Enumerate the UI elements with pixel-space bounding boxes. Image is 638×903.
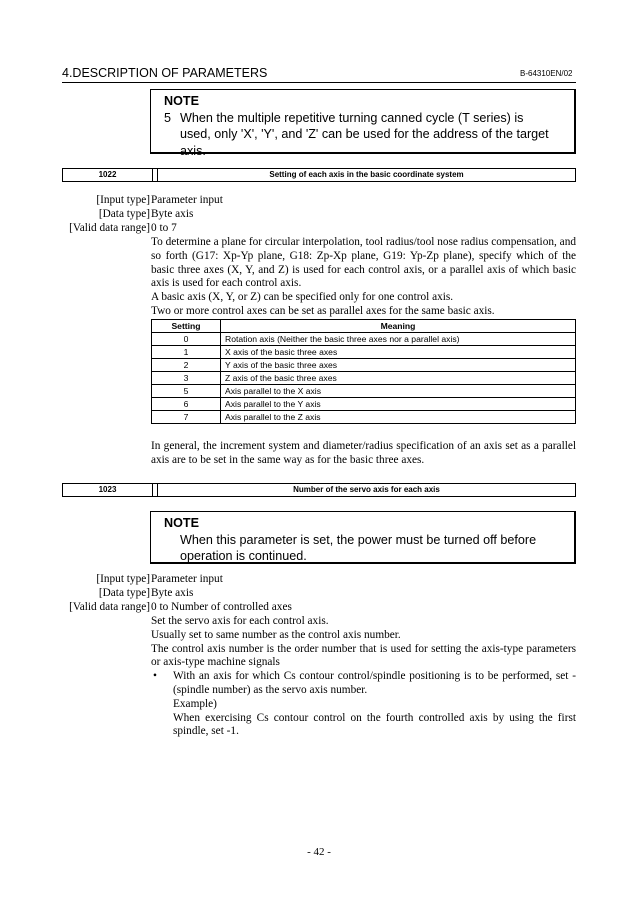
table-cell-setting: 6 (152, 398, 221, 411)
parameter-number: 1023 (63, 484, 153, 496)
table-cell-setting: 2 (152, 359, 221, 372)
data-type-label: [Data type] (98, 587, 150, 599)
data-type-label: [Data type] (98, 208, 150, 220)
parameter-title: Setting of each axis in the basic coordinate system (269, 170, 464, 179)
table-cell-setting: 7 (152, 411, 221, 424)
note-box-power-off (150, 511, 576, 564)
page-number: - 42 - (307, 846, 331, 858)
bullet-item (151, 670, 576, 739)
example-text: When exercising Cs contour control on the fourth controlled axis by using the first spindle, set -1. (173, 711, 576, 738)
note-line: operation is continued. (180, 549, 307, 563)
note-line: axis. (180, 143, 206, 158)
header-rule (62, 82, 576, 83)
parameter-header-1022 (62, 168, 576, 182)
document-number: B-64310EN/02 (520, 69, 573, 78)
bullet-icon: • (153, 670, 157, 683)
note-title: NOTE (164, 516, 199, 530)
table-cell-meaning: Axis parallel to the X axis (221, 385, 576, 398)
description-paragraph: Usually set to same number as the control axis number. (151, 628, 401, 641)
note-line: When the multiple repetitive turning canned cycle (T series) is (180, 110, 524, 125)
table-row (152, 411, 576, 424)
page-header-title: 4.DESCRIPTION OF PARAMETERS (62, 66, 268, 80)
settings-table-wrapper (151, 319, 576, 424)
table-cell-meaning: Z axis of the basic three axes (221, 372, 576, 385)
valid-range-label: [Valid data range] (69, 222, 150, 234)
note-line: When this parameter is set, the power must be turned off before (180, 532, 537, 547)
table-header-setting: Setting (152, 320, 221, 333)
table-cell-meaning: Axis parallel to the Z axis (221, 411, 576, 424)
description-paragraph: Two or more control axes can be set as parallel axes for the same basic axis. (151, 304, 495, 317)
bullet-text: With an axis for which Cs contour control/spindle positioning is to be performed, set -(spindle number) as the servo axis number. (173, 670, 576, 696)
input-type-value: Parameter input (151, 573, 223, 585)
data-type-value: Byte axis (151, 208, 194, 220)
note-box-multiple-repetitive-cycle (150, 89, 576, 158)
table-row (152, 333, 576, 346)
valid-range-value: 0 to Number of controlled axes (151, 601, 292, 613)
parameter-title: Number of the servo axis for each axis (293, 485, 440, 494)
valid-range-value: 0 to 7 (151, 222, 177, 234)
parameter-header-1023 (62, 483, 576, 497)
note-item (164, 110, 574, 160)
settings-table (151, 319, 576, 424)
table-cell-setting: 1 (152, 346, 221, 359)
valid-range-label: [Valid data range] (69, 601, 150, 613)
parameter-description (151, 615, 576, 739)
table-cell-meaning: Y axis of the basic three axes (221, 359, 576, 372)
description-paragraph: To determine a plane for circular interpolation, tool radius/tool nose radius compensation, and so forth (G17: Xp-Yp plane, G18: Zp-Xp plane, G19: Yp-Zp plane), specify which of the basic three axes (X, Y, and Z) is used for each control axis, or a parallel axis of which basic axis is used for each control axis. (151, 236, 576, 290)
description-paragraph: Set the servo axis for each control axis. (151, 615, 329, 627)
parameter-number: 1022 (63, 169, 153, 181)
table-header-meaning: Meaning (221, 320, 576, 333)
table-cell-meaning: X axis of the basic three axes (221, 346, 576, 359)
example-label: Example) (173, 697, 217, 710)
table-row (152, 372, 576, 385)
table-cell-setting: 3 (152, 372, 221, 385)
input-type-label: [Input type] (96, 194, 150, 206)
parameter-description (151, 236, 576, 319)
parallel-axis-paragraph: In general, the increment system and diameter/radius specification of an axis set as a parallel axis are to be set in the same way as for the basic three axes. (151, 440, 576, 466)
table-row (152, 359, 576, 372)
data-type-value: Byte axis (151, 587, 194, 599)
description-paragraph: A basic axis (X, Y, or Z) can be specified only for one control axis. (151, 291, 454, 304)
table-cell-setting: 0 (152, 333, 221, 346)
table-cell-meaning: Rotation axis (Neither the basic three axes nor a parallel axis) (221, 333, 576, 346)
note-item-number: 5 (164, 110, 172, 125)
input-type-label: [Input type] (96, 573, 150, 585)
note-title: NOTE (164, 94, 199, 108)
table-row (152, 398, 576, 411)
table-cell-setting: 5 (152, 385, 221, 398)
table-cell-meaning: Axis parallel to the Y axis (221, 398, 576, 411)
table-row (152, 346, 576, 359)
description-paragraph: The control axis number is the order number that is used for setting the axis-type parameters or axis-type machine signals (151, 642, 576, 669)
note-line: used, only 'X', 'Y', and 'Z' can be used for the address of the target (180, 127, 549, 141)
table-header-row (152, 320, 576, 333)
table-row (152, 385, 576, 398)
input-type-value: Parameter input (151, 194, 223, 206)
